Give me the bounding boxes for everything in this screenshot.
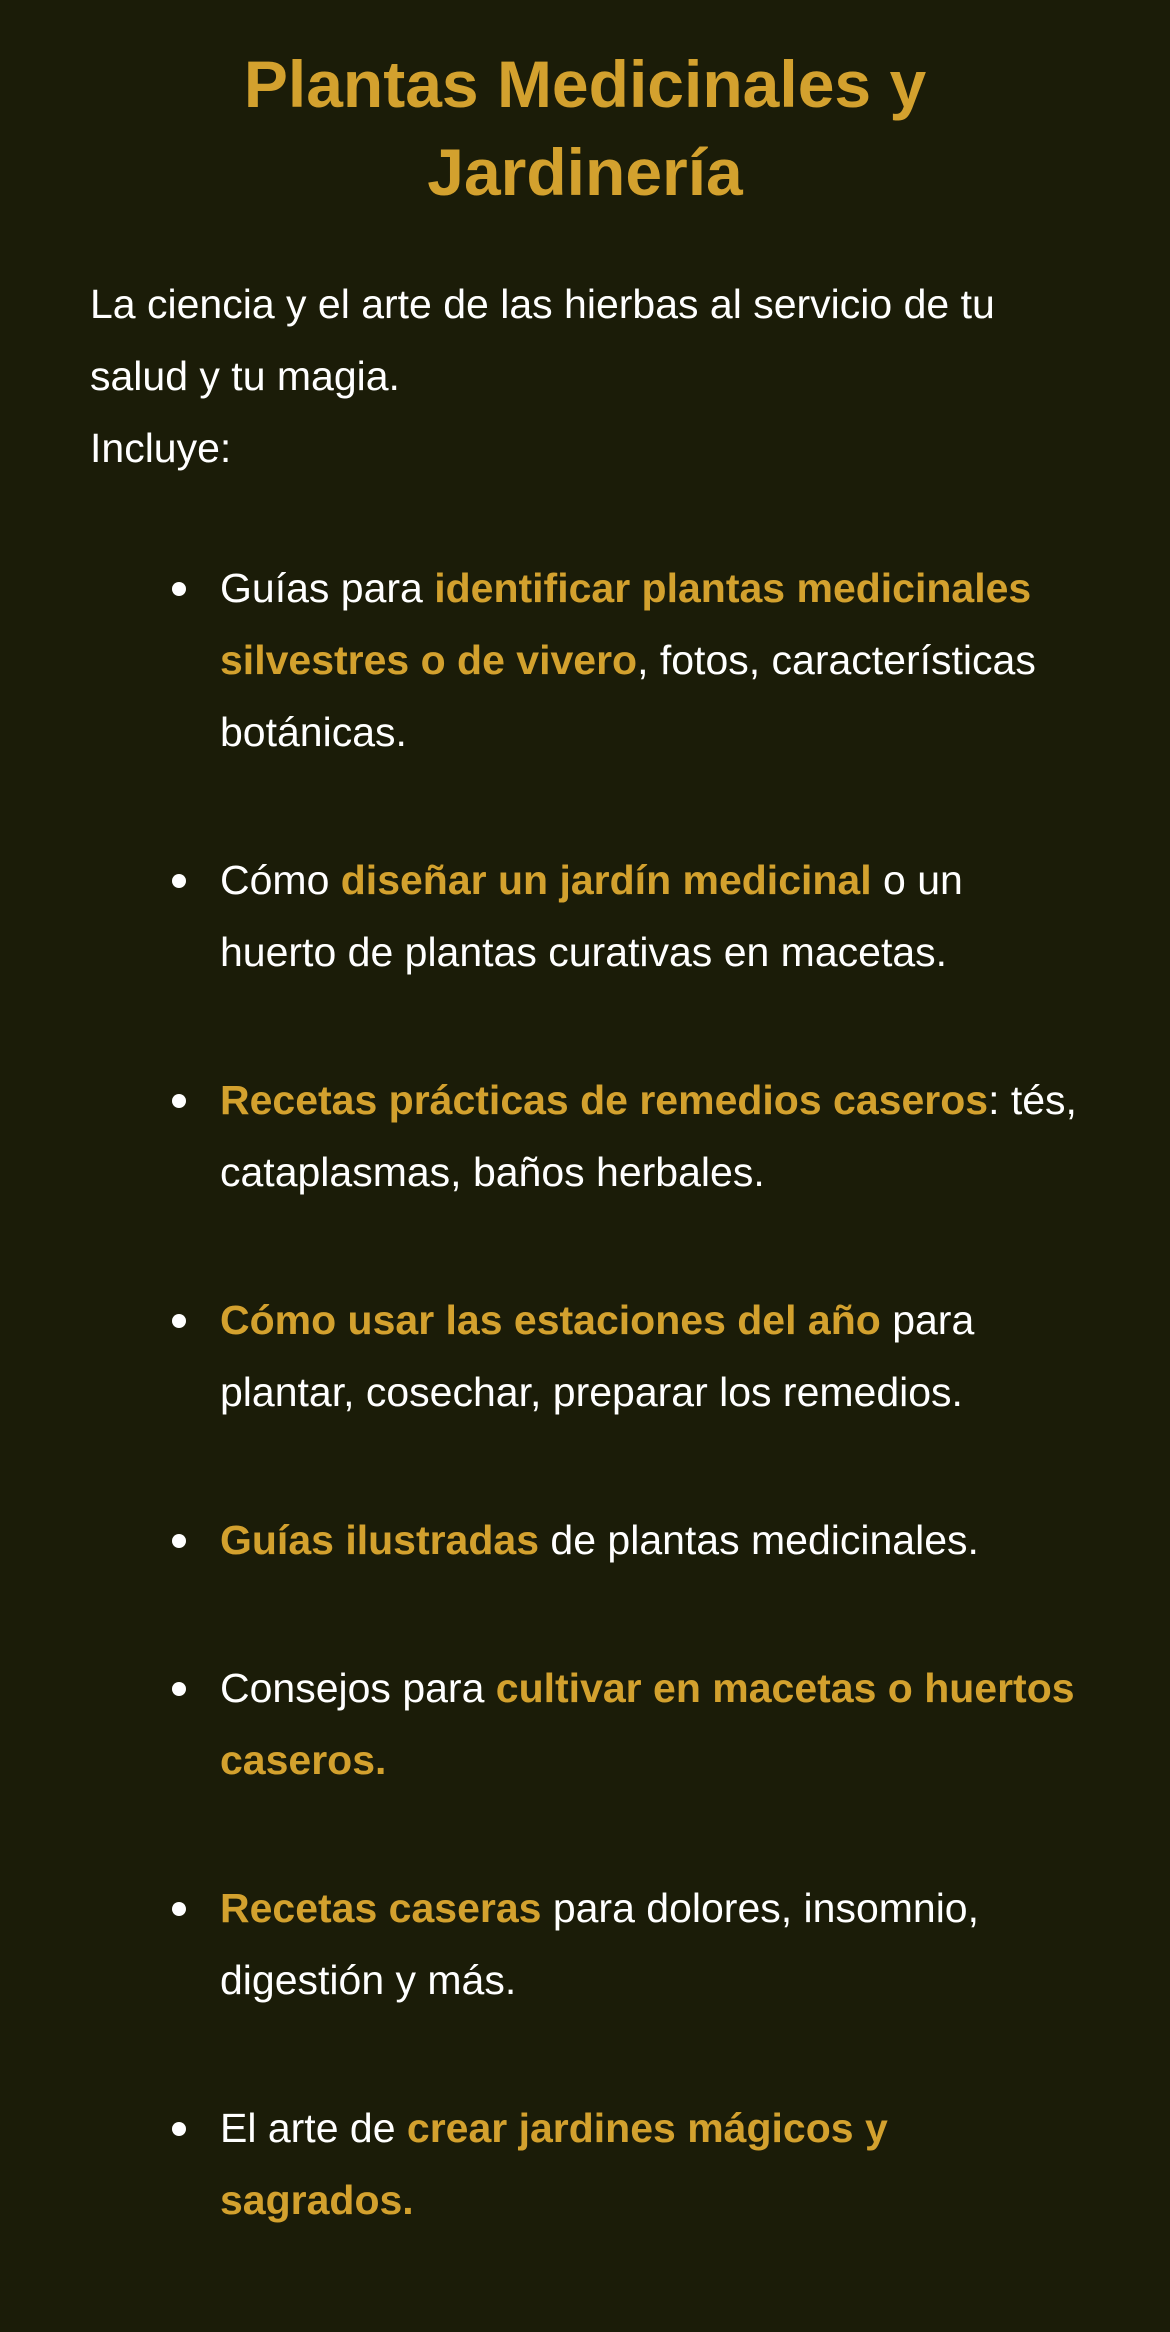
item-text: o un huerto de plantas curativas en macetas. <box>220 857 963 975</box>
item-text: para plantar, cosechar, preparar los remedios. <box>220 1297 975 1415</box>
features-list <box>90 552 1080 2236</box>
intro-text: La ciencia y el arte de las hierbas al servicio de tu salud y tu magia. <box>90 281 995 399</box>
list-item <box>220 1504 1080 1576</box>
item-highlight: Recetas caseras <box>220 1885 542 1931</box>
item-highlight: Guías ilustradas <box>220 1517 540 1563</box>
bullet-icon <box>172 1682 186 1696</box>
item-text: Consejos para <box>220 1665 496 1711</box>
item-text: El arte de <box>220 2105 407 2151</box>
list-item <box>220 1284 1080 1428</box>
intro-includes-label: Incluye: <box>90 425 232 471</box>
item-highlight: crear jardines mágicos y sagrados. <box>220 2105 888 2223</box>
item-text: Cómo <box>220 857 341 903</box>
list-item <box>220 1064 1080 1208</box>
item-text: , fotos, características botánicas. <box>220 637 1036 755</box>
list-item <box>220 2092 1080 2236</box>
item-text: : tés, cataplasmas, baños herbales. <box>220 1077 1077 1195</box>
item-highlight: cultivar en macetas o huertos caseros. <box>220 1665 1075 1783</box>
item-highlight: identificar plantas medicinales silvestres o de vivero <box>220 565 1032 683</box>
item-text: para dolores, insomnio, digestión y más. <box>220 1885 980 2003</box>
bullet-icon <box>172 1902 186 1916</box>
bullet-icon <box>172 1314 186 1328</box>
item-text: Guías para <box>220 565 435 611</box>
bullet-icon <box>172 874 186 888</box>
bullet-icon <box>172 2122 186 2136</box>
item-highlight: Cómo usar las estaciones del año <box>220 1297 881 1343</box>
list-item <box>220 1652 1080 1796</box>
item-highlight: Recetas prácticas de remedios caseros <box>220 1077 989 1123</box>
list-item <box>220 844 1080 988</box>
bullet-icon <box>172 1094 186 1108</box>
item-highlight: diseñar un jardín medicinal <box>340 857 872 903</box>
intro-paragraph <box>90 268 1080 484</box>
list-item <box>220 1872 1080 2016</box>
page-title: Plantas Medicinales y Jardinería <box>243 47 927 209</box>
bullet-icon <box>172 582 186 596</box>
list-item <box>220 552 1080 768</box>
item-text: de plantas medicinales. <box>539 1517 979 1563</box>
bullet-icon <box>172 1534 186 1548</box>
